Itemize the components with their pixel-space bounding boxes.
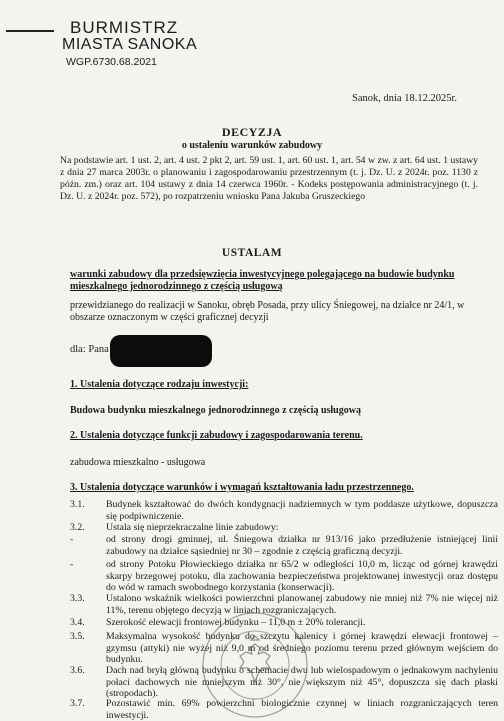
item-number: 3.3. [70, 593, 85, 604]
official-stamp [200, 610, 310, 720]
section-1-value: Budowa budynku mieszkalnego jednorodzinnego z częścią usługową [70, 405, 361, 416]
decision-heading: USTALAM [221, 247, 283, 259]
item-number: 3.6. [70, 665, 85, 676]
legal-basis: Na podstawie art. 1 ust. 2, art. 4 ust. 2 pkt 2, art. 59 ust. 1, art. 60 ust. 1, art. 54 w zw. z art. 64 ust. 1 ustawy z dnia 27 marca 2003r. o planowaniu i zagospodarowaniu przestrzennym (t. j. Dz. U. z 2024r. poz. 1130 z późn. zm.) oraz art. 104 ustawy z dnia 14 czerwca 1960r. - Kodeks postępowania administracyjnego (t. j. Dz. U. z 2024r. poz. 572), po rozpatrzeniu wniosku Pana Jakuba Gruszeckiego [60, 155, 478, 202]
investment-location: przewidzianego do realizacji w Sanoku, obręb Posada, przy ulicy Śniegowej, na działce nr 24/1, w obszarze oznaczonym w części graficznej decyzji [70, 300, 465, 323]
item-number: 3.1. [70, 499, 85, 510]
section-2-heading: 2. Ustalenia dotyczące funkcji zabudowy i zagospodarowania terenu. [70, 430, 363, 441]
item-text: Ustalono wskaźnik wielkości powierzchni planowanej zabudowy nie mniej niż 7% nie więcej niż 11%, terenu objętego decyzją w liniach rozgraniczających. [106, 593, 498, 616]
item-number: - [70, 559, 74, 570]
eagle-emblem-icon [240, 636, 270, 682]
case-number: WGP.6730.68.2021 [66, 56, 157, 68]
section-2-value: zabudowa mieszkalno - usługowa [70, 457, 206, 468]
item-text: Maksymalna wysokość budynku do szczytu kalenicy i górnej krawędzi elewacji frontowej – gzymsu (attyki) nie wyżej niż 9,0 m od średniego poziomu terenu przed głównym wejściem do budynku. [106, 631, 498, 665]
document-title: DECYZJA [221, 125, 283, 139]
item-text: Pozostawić min. 69% powierzchni biologicznie czynnej w liniach rozgraniczających teren inwestycji. [106, 698, 498, 721]
item-text: Ustala się nieprzekraczalne linie zabudowy: [106, 522, 279, 533]
item-text: Budynek kształtować do dwóch kondygnacji nadziemnych w tym poddasze użytkowe, dopuszcza się podpiwniczenie. [106, 499, 498, 522]
header-authority: BURMISTRZ [70, 18, 179, 37]
item-text: Dach nad bryłą główną budynku o schemacie dwu lub wielospadowym o jednakowym nachyleniu połaci dachowych nie mniejszym niż 30°, nie większym niż 45°, dopuszcza się dach płaski (stropodach). [106, 665, 498, 699]
place-date: Sanok, dnia 18.12.2025r. [352, 93, 457, 104]
item-number: 3.5. [70, 631, 85, 642]
item-number: 3.7. [70, 698, 85, 709]
section-3-heading: 3. Ustalenia dotyczące warunków i wymagań kształtowania ładu przestrzennego. [70, 482, 414, 493]
header-city: MIASTA SANOKA [62, 36, 198, 53]
conditions-subject: warunki zabudowy dla przedsięwzięcia inwestycyjnego polegającego na budowie budynku mieszkalnego jednorodzinnego z częścią usługową [70, 269, 455, 292]
redacted-name [110, 335, 212, 367]
item-number: 3.2. [70, 522, 85, 533]
item-number: - [70, 534, 74, 545]
item-number: 3.4. [70, 617, 85, 628]
document-subtitle: o ustaleniu warunków zabudowy [181, 140, 323, 151]
item-text: Szerokość elewacji frontowej budynku – 11,0 m ± 20% tolerancji. [106, 617, 366, 628]
item-text: od strony Potoku Płowieckiego działka nr 65/2 w odległości 10,0 m, licząc od górnej krawędzi skarpy brzegowej potoku, dla zachowania bezpieczeństwa projektowanej inwestycji oraz dostępu do wód w ramach swobodnego korzystania (konserwacji). [106, 559, 498, 593]
header-rule [6, 30, 54, 32]
item-text: od strony drogi gminnej, ul. Śniegowa działka nr 913/16 jako przedłużenie istniejącej linii zabudowy na działce sąsiedniej nr 30 – zgodnie z częścią graficzną decyzji. [106, 534, 498, 557]
applicant-label: dla: Pana [70, 344, 109, 355]
section-1-heading: 1. Ustalenia dotyczące rodzaju inwestycji: [70, 379, 249, 390]
